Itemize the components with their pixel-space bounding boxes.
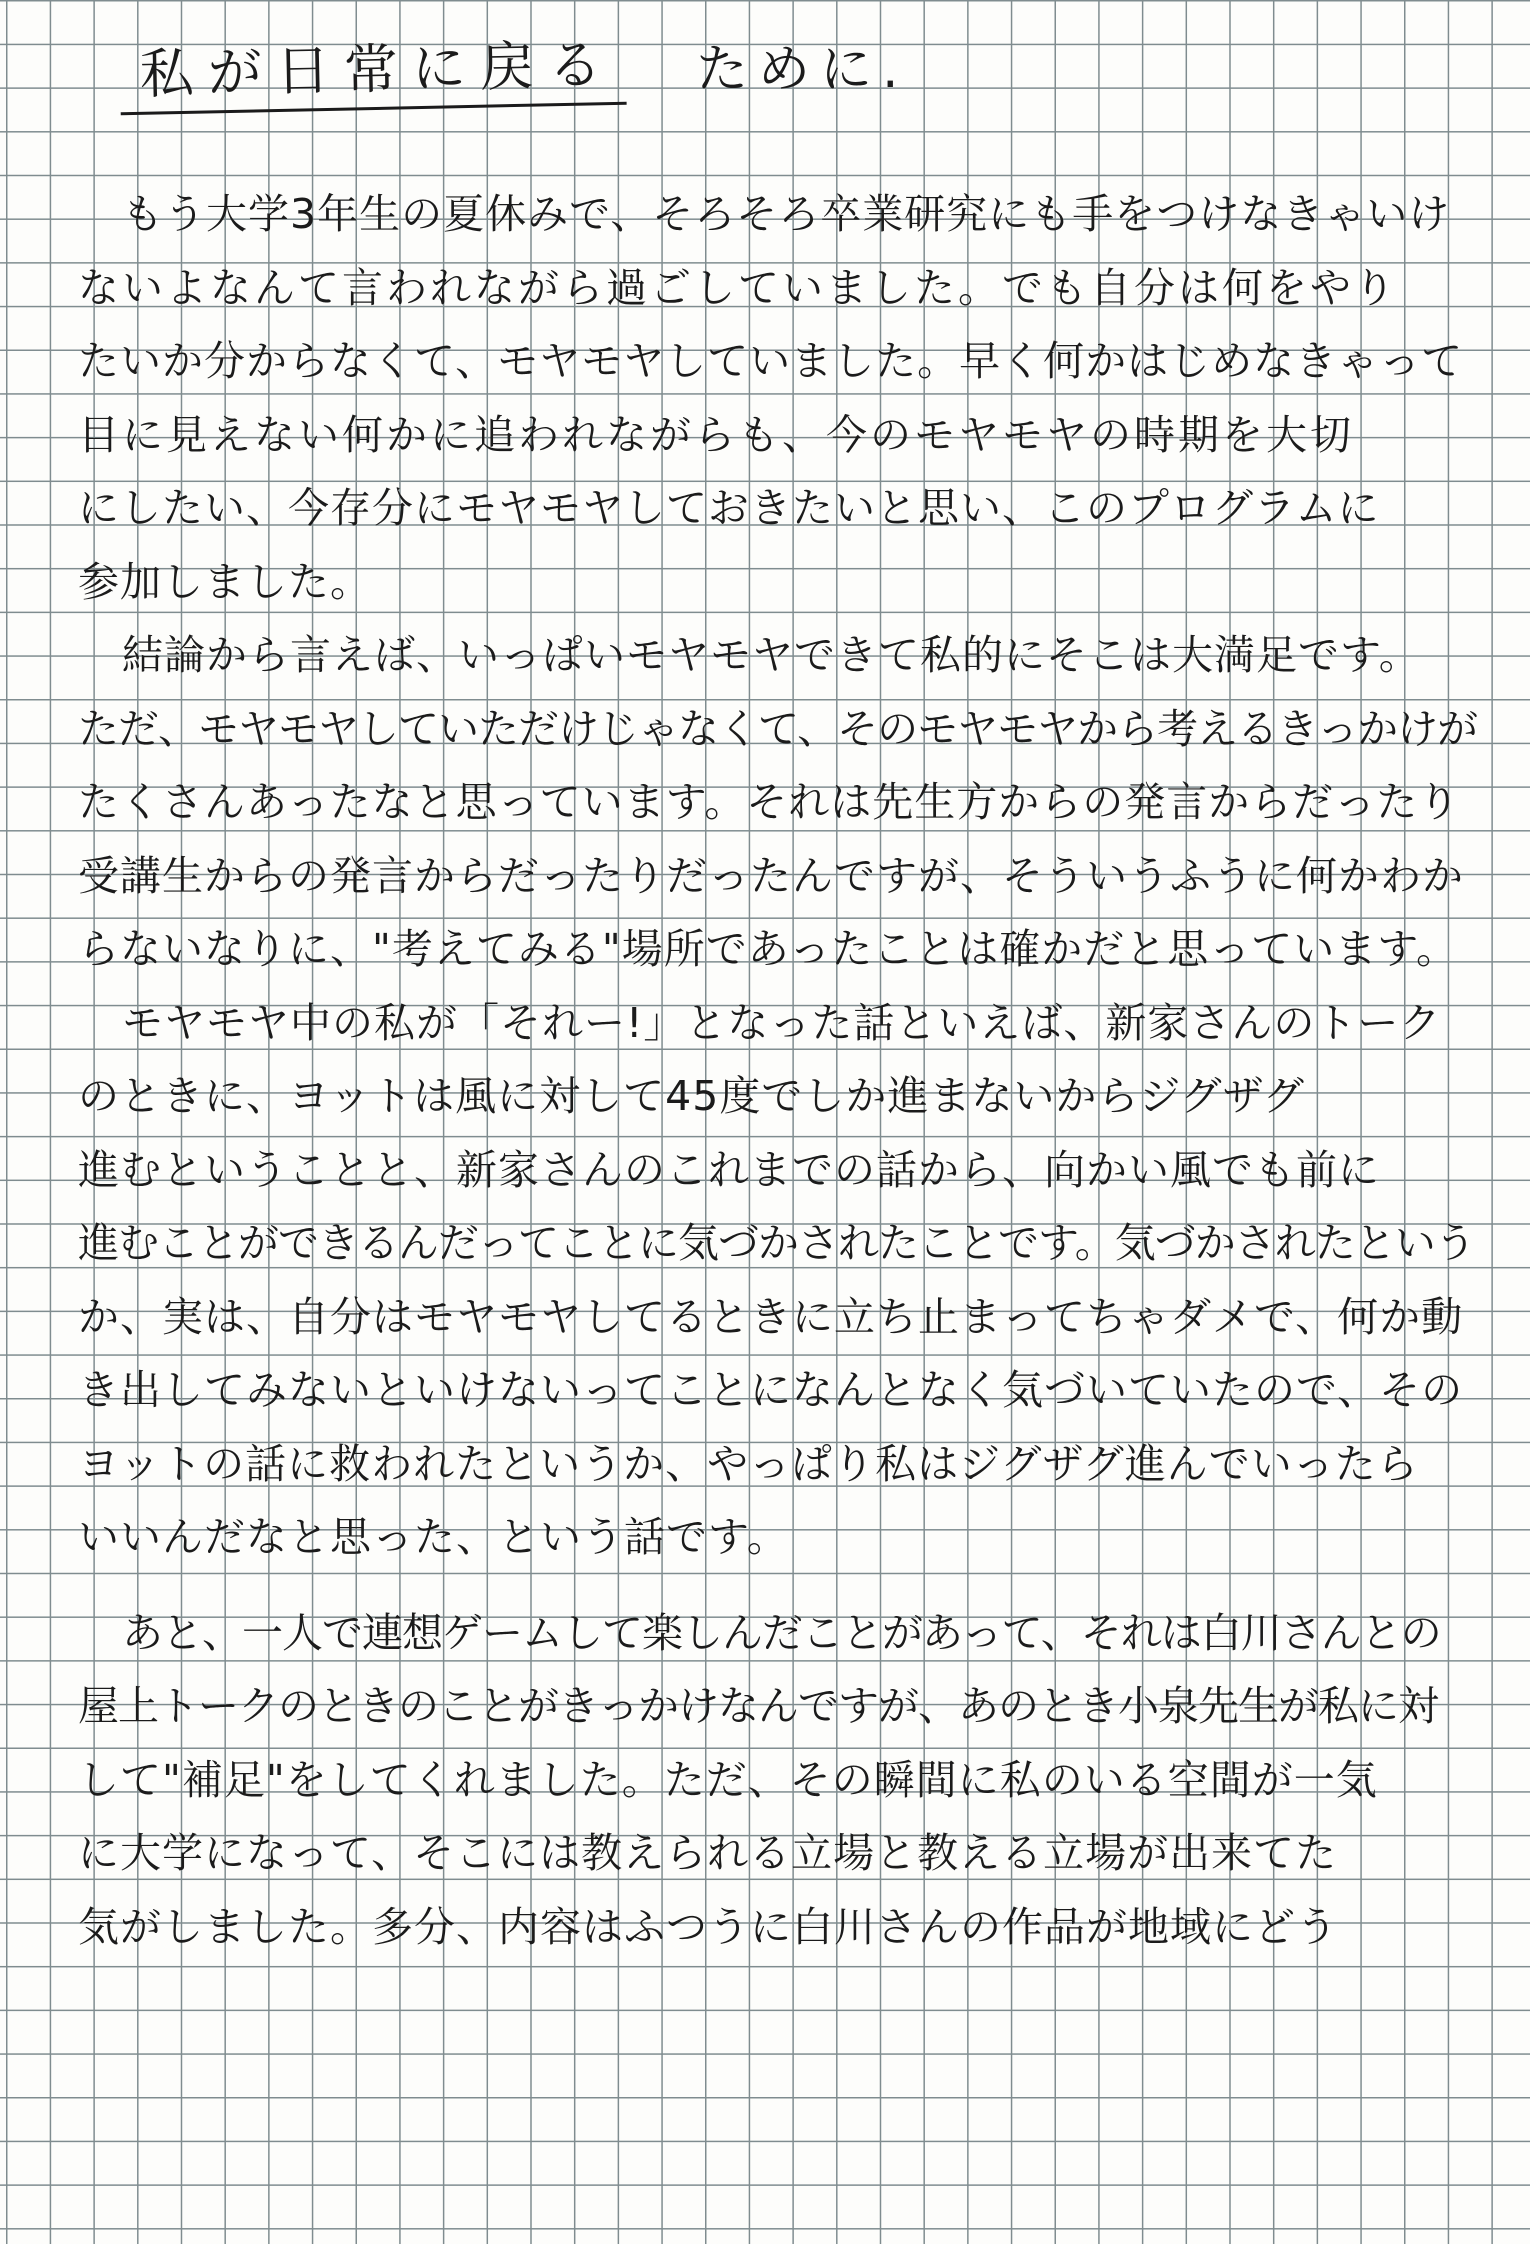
text-line: に大学になって、そこには教えられる立場と教える立場が出来てた xyxy=(78,1829,1338,1878)
text-line: 屋上トークのときのことがきっかけなんですが、あのとき小泉先生が私に対 xyxy=(78,1682,1438,1731)
text-line: にしたい、今存分にモヤモヤしておきたいと思い、このプログラムに xyxy=(78,484,1380,533)
essay-body xyxy=(78,178,1498,1964)
text-line: き出してみないといけないってことになんとなく気づいていたので、その xyxy=(78,1366,1464,1415)
text-line: 受講生からの発言からだったりだったんですが、そういうふうに何かわか xyxy=(78,851,1464,900)
title-main: 私が日常に戻る xyxy=(119,38,626,116)
text-line: 目に見えない何かに追われながらも、今のモヤモヤの時期を大切 xyxy=(78,410,1354,459)
text-line: モヤモヤ中の私が「それー!」となった話といえば、新家さんのトーク xyxy=(122,998,1442,1047)
text-line: いいんだなと思った、という話です。 xyxy=(78,1513,789,1562)
text-line: のときに、ヨットは風に対して45度でしか進まないからジグザグ xyxy=(78,1072,1305,1121)
text-line: あと、一人で連想ゲームして楽しんだことがあって、それは白川さんとの xyxy=(122,1608,1441,1657)
title-rest: ために. xyxy=(696,40,909,100)
text-line: 参加しました。 xyxy=(78,557,372,606)
text-line: して"補足"をしてくれました。ただ、その瞬間に私のいる空間が一気 xyxy=(78,1755,1378,1804)
text-line: か、実は、自分はモヤモヤしてるときに立ち止まってちゃダメで、何か動 xyxy=(78,1292,1464,1341)
text-line: たくさんあったなと思っています。それは先生方からの発言からだったり xyxy=(78,778,1461,827)
text-line: ないよなんて言われながら過ごしていました。でも自分は何をやり xyxy=(78,263,1398,312)
paragraph-gap xyxy=(78,1575,1498,1597)
text-line: らないなりに、"考えてみる"場所であったことは確かだと思っています。 xyxy=(78,925,1459,974)
text-line: もう大学3年生の夏休みで、そろそろ卒業研究にも手をつけなきゃいけ xyxy=(122,190,1451,239)
text-line: 進むということと、新家さんのこれまでの話から、向かい風でも前に xyxy=(78,1145,1380,1194)
text-line: ヨットの話に救われたというか、やっぱり私はジグザグ進んでいったら xyxy=(78,1439,1419,1488)
text-line: 結論から言えば、いっぱいモヤモヤできて私的にそこは大満足です。 xyxy=(122,631,1421,680)
text-line: ただ、モヤモヤしていただけじゃなくて、そのモヤモヤから考えるきっかけが xyxy=(78,704,1478,753)
essay-title xyxy=(120,20,909,110)
text-line: 気がしました。多分、内容はふつうに白川さんの作品が地域にどう xyxy=(78,1902,1338,1951)
text-line: 進むことができるんだってことに気づかされたことです。気づかされたという xyxy=(78,1219,1475,1268)
text-line: たいか分からなくて、モヤモヤしていました。早く何かはじめなきゃって xyxy=(78,337,1464,386)
